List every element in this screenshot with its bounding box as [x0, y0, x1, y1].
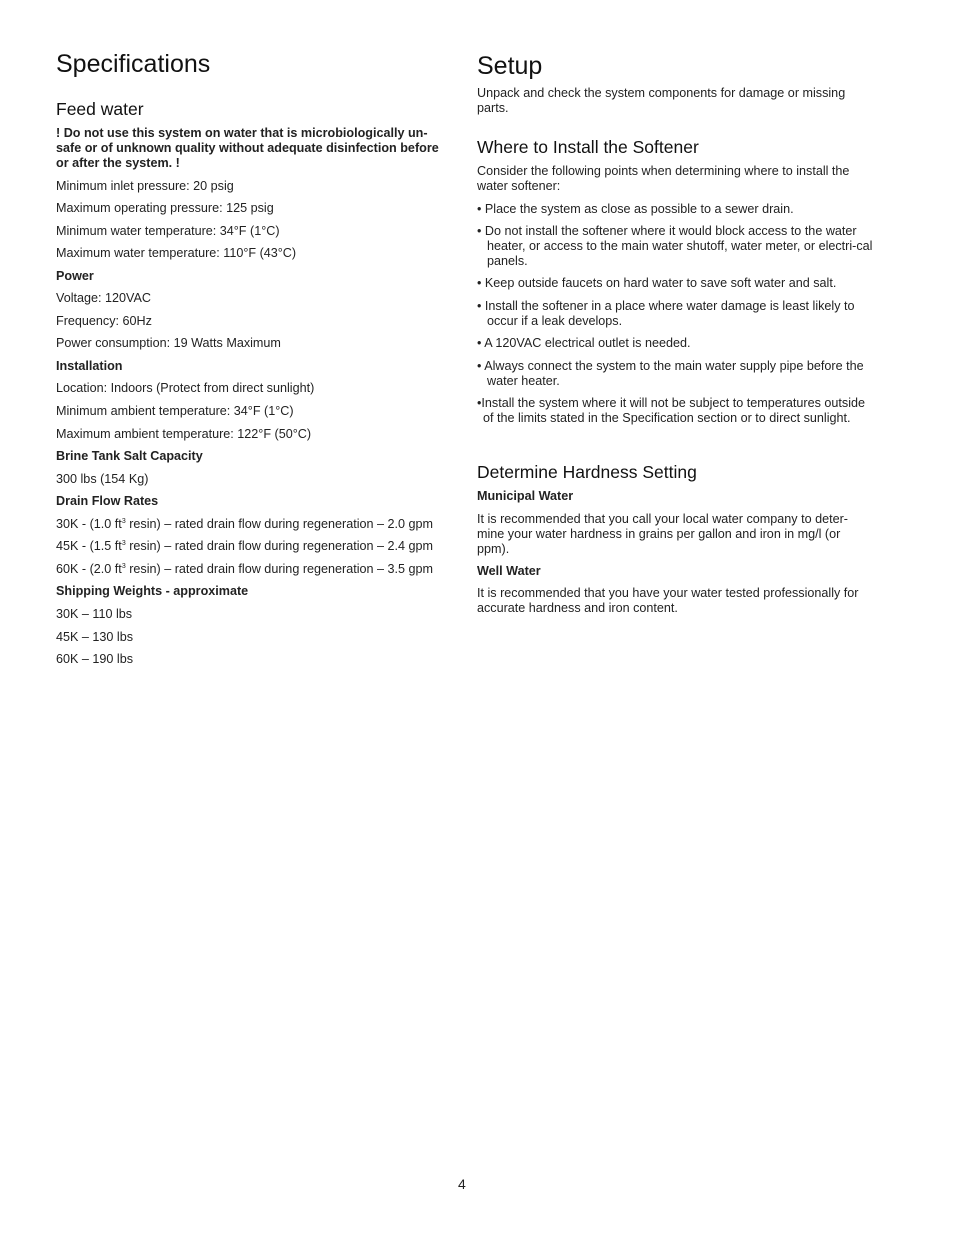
shipping-heading: Shipping Weights - approximate	[56, 584, 249, 598]
installation-heading: Installation	[56, 359, 123, 373]
install-bullet: • Do not install the softener where it would block access to the water heater, or access to the main water shutoff, water meter, or electri-cal panels.	[477, 224, 873, 268]
drain-flow-item: 30K - (1.0 $ft^3$ resin) – rated drain flow during regeneration – 2.0 gpm	[56, 517, 434, 531]
spec-item: Frequency: 60Hz	[56, 314, 152, 328]
where-to-install-heading: Where to Install the Softener	[477, 137, 699, 157]
power-heading: Power	[56, 269, 94, 283]
drain-flow-item: 60K - (2.0 $ft^3$ resin) – rated drain flow during regeneration – 3.5 gpm	[56, 562, 434, 576]
well-water-text: It is recommended that you have your water tested professionally for accurate hardness and iron content.	[477, 586, 859, 615]
spec-item: Minimum water temperature: 34°F (1°C)	[56, 224, 280, 238]
spec-item: 45K – 130 lbs	[56, 630, 134, 644]
hardness-heading: Determine Hardness Setting	[477, 462, 697, 482]
spec-item: Maximum operating pressure: 125 psig	[56, 201, 274, 215]
spec-item: 60K – 190 lbs	[56, 652, 134, 666]
spec-item: Maximum water temperature: 110°F (43°C)	[56, 246, 297, 260]
setup-title: Setup	[477, 52, 543, 80]
install-bullet: • Place the system as close as possible to a sewer drain.	[477, 202, 794, 216]
drain-heading: Drain Flow Rates	[56, 494, 159, 508]
well-water-heading: Well Water	[477, 564, 541, 578]
spec-item: 300 lbs (154 Kg)	[56, 472, 149, 486]
spec-item: 30K – 110 lbs	[56, 607, 133, 621]
spec-item: Voltage: 120VAC	[56, 291, 151, 305]
municipal-water-heading: Municipal Water	[477, 489, 574, 503]
feed-water-warning: ! Do not use this system on water that is microbiologically un-safe or of unknown quality without adequate disinfection before or after the system. !	[56, 126, 439, 170]
spec-item: Location: Indoors (Protect from direct sunlight)	[56, 381, 315, 395]
install-bullet: • Install the softener in a place where water damage is least likely to occur if a leak develops.	[477, 299, 855, 328]
specifications-title: Specifications	[56, 50, 211, 78]
feed-water-heading: Feed water	[56, 99, 144, 119]
drain-flow-item: 45K - (1.5 $ft^3$ resin) – rated drain flow during regeneration – 2.4 gpm	[56, 539, 434, 553]
install-bullet: •Install the system where it will not be subject to temperatures outside of the limits stated in the Specification section or to direct sunlight.	[477, 396, 866, 425]
page-number: 4	[458, 1176, 466, 1192]
brine-heading: Brine Tank Salt Capacity	[56, 449, 203, 463]
setup-intro: Unpack and check the system components for damage or missing parts.	[477, 86, 846, 115]
install-bullet: • A 120VAC electrical outlet is needed.	[477, 336, 691, 350]
spec-item: Minimum inlet pressure: 20 psig	[56, 179, 234, 193]
spec-item: Maximum ambient temperature: 122°F (50°C)	[56, 427, 312, 441]
install-bullet: • Keep outside faucets on hard water to save soft water and salt.	[477, 276, 837, 290]
municipal-water-text: It is recommended that you call your local water company to deter-mine your water hardness in grains per gallon and iron in mg/l (or ppm).	[477, 512, 848, 556]
spec-item: Power consumption: 19 Watts Maximum	[56, 336, 281, 350]
where-intro: Consider the following points when determining where to install the water softener:	[477, 164, 850, 193]
spec-item: Minimum ambient temperature: 34°F (1°C)	[56, 404, 294, 418]
install-bullet: • Always connect the system to the main water supply pipe before the water heater.	[477, 359, 864, 388]
